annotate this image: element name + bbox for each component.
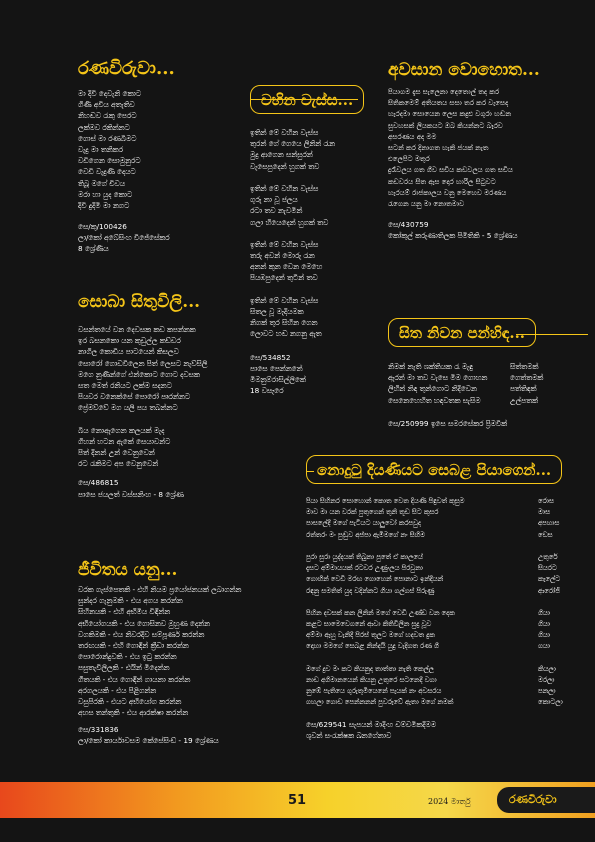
poem-line [306,608,590,619]
poem-grade: 8 ශ්‍රේණිය [78,244,109,254]
poem-line: පිත් දිනන් උන් වෙනුවෙන් [78,448,155,458]
poem-line [306,518,590,529]
poem-author: කෝකුල් කරුණාතිලක පිමිතිකි - 5 ශ්‍රේණය [388,231,518,241]
poem-line [306,686,590,697]
poem-lines [250,127,390,340]
poem-line: වගකිමකි - එය නිවරදිව සම්පූර්ණ කරන්න [78,629,205,639]
line-rhyme: අපහාස [538,519,560,528]
poem-author: ලා/කෝ කාර්යාවසම කේසේසිංඩ් - 19 ශ්‍රේණය [78,736,219,746]
poem-line [306,641,590,652]
line-text: අම්මා ඇහු වැනිදී පිරස් තුලට මගේ හදවත දුක [306,631,435,640]
poem-line: නාගිල කොඩිය පාටයෙන් කිසලව [78,347,179,357]
poem-line: ලොවට හඬ නගනු ඇත [250,329,322,339]
poem-line: මරා හා යුද කොට [78,189,133,199]
poem-line: බිය නොඇගෙන කලයක් මැද [78,425,165,435]
poem-line: සුවහසක් ලියකයට ඔබ කියන්නට බෑරව [388,121,503,130]
poem-line: මගෙ නුණින්ගේ එන්කොට ගොට දවසක [78,369,200,379]
poem-line: තිබූ මගේ චිවය [78,178,125,188]
poem-lines [78,584,278,718]
line-rhyme: පනලා [538,687,556,696]
poem-line: මා දිවි දෙවැනි කොට [78,89,142,98]
poem-ref: සෙ/250999 ඉසෙ සමරසේකර ප්‍රිමවික් [388,418,508,428]
line-rhyme: ඩෙස [538,530,553,539]
poem-line: සුන්දර ගැනුමකි - එය අගය කරන්න [78,596,183,606]
poem-line [78,414,268,425]
line-text: සෙනෙහෙහිත හඳවතක සැසිම [388,395,481,405]
poem-line [388,383,588,394]
poem-line [306,541,590,552]
poem-line: තුරන් ගේ ගෙයෙ ලිනින් රැන [250,139,335,149]
poem-lines [78,88,258,211]
poem-line [306,530,590,541]
line-rhyme: පත්තිඳක් [510,384,537,394]
poem-line [306,675,590,686]
line-text: රඳනු සමතිත් යුද වදින්නට ගියා ගල්ගස් පිරුණු [306,586,435,595]
poem-line [388,372,588,383]
poem-line [306,586,590,597]
line-text [306,597,538,608]
poem-line: වැදු මා තනිකර [78,144,123,154]
line-text: පාසලේදී මගේ පැටියට යාලුවෝ කරපවුද [306,519,421,528]
poem-line: පියඹපුදෙන් තුටින් තව [250,273,318,283]
poem-line: සිතල වූ මෑදියමක [250,307,304,316]
line-text: නුඹේ පැතියෙ ගුරුතුමියෙනේ පැයක් නං අවසරය [306,687,442,696]
poem-2 [78,292,268,500]
poem-line [306,597,590,608]
poem-line: ගීතයකි - එය ගොඳින් ගායනා කරන්න [78,674,191,684]
poem-line: ගොස් මා රණබිමට [78,133,137,143]
line-text: පිහින දවසක් කන ලිනින් මගේ වෙඩි උණ්ඩ වන දෙක [306,608,455,617]
poem-line: නිගක් තුර සිහින ගෙන [250,318,318,328]
poem-author: පාසෙ ජයලත් වස්සනිංහ - 8 ශ්‍රේණ [78,489,184,499]
line-rhyme: ගෙත්තමක් [510,373,544,383]
poem-line: ඉතින් මේ වහින වැස්ස [250,239,319,249]
poem-rows [388,361,588,406]
poem-line [306,496,590,507]
poem-line: සොරෝ ගොඩවිලෙන පිත් ලෙසට නැව්සිලි [78,358,208,368]
poem-title-box [388,318,536,347]
poem-3 [78,560,278,747]
line-rhyme: ගියා [538,631,550,640]
poem-line [306,630,590,641]
poem-line: වෙඩි වැදුණි දෙයට [78,167,136,177]
poem-line: පසුතැවිලිලකි - එයින් මිදෙන්න [78,663,170,673]
poem-line [306,664,590,675]
poem-author: ශුවන් සංරැක්ෂක ඛනගේනාව [306,730,392,740]
line-text: නාඩ අගිමානයෙන් කියනු උතුරෙ සටනෙදී වගා [306,676,437,684]
poem-line: නිහඬව රැකු පෙරට [78,111,137,121]
line-rhyme: උතුරේ [538,552,558,561]
poem-5 [388,60,588,241]
poem-title: සිත නිවන පන්හිඳ... [399,324,526,342]
line-text: ගොහින් වෙඩි මරඟ ගොහෙන් පොනාට ඉන්දීයන් [306,575,444,584]
poem-line: දිවි දුදිමි මා නගට [78,200,130,210]
poem-line: දුරෑවලය ගත ගීව සචිය කඩවලය ගත සචිය [388,166,513,175]
line-rhyme: ගියා [538,620,550,629]
line-rhyme: උල්පතක් [510,395,538,405]
poem-line: රටා තව නැවමින් [250,206,303,216]
line-text: නිමක් නැති ශක්තියක රැ මැඳු [388,362,473,371]
poem-author: පාසෙ පෙන්නනේ [250,363,303,373]
poem-line: ප්‍රේමව්වේ මග යලි පය තබන්නට [78,403,178,413]
poem-line [306,619,590,630]
line-text: ගහලා ගොඩ පෙන්නනන් පුවරුවේ ඇතා මගේ නමක් [306,698,454,707]
poem-line: කඩවරය සිත ඇස දොර හාරිල සිටුවට [388,177,496,186]
poem-ref: සෙ/629541 සැපයන් මාදිංහ චම්චමිකදිමම [306,719,437,729]
poem-line [306,563,590,574]
poem-author: ලා/කෝ අබේසිංහ විජේසේකර [78,233,170,243]
poem-line: ඉතින් මේ වහින වැස්ස [250,295,319,305]
poem-line: පොරොන්දුවකි - එය ඉටු කරන්න [78,652,177,662]
line-text [306,541,538,552]
poem-line: වසුපිරකි - එයට අභියෝග කරන්න [78,696,182,706]
line-text: දැසට අම්මායයක් රටවර උණුංලය පිරවුනා [306,564,423,573]
line-text: පුරා සුරා යුද්දයක් තිබුනා පුතේ ඒ කාලයේ [306,552,423,561]
poem-rows [306,496,590,709]
line-rhyme: මරලා [538,676,555,684]
poem-line: අසරණය අද මම [388,132,437,141]
poem-line: පියවර වනෙක්සේ පොරෝ ප්‍රුරන්නට [78,392,191,402]
line-rhyme: ගියා [538,608,550,617]
poem-author-line2: මිමනුම්රාසිල්ලිකේ [250,374,306,384]
poem-line: ගිහන් හටන ඇකේ සෙයාවන්ට [78,436,171,446]
page-number: 51 [288,793,307,808]
poem-line: ගුරු නා වූ ජලය [250,195,298,205]
poem-line: හැරයම් රාජකාලය වනු මෙහෙව මරණය [388,188,507,197]
poem-line: ඉතින් මේ වහින වැස්ස [250,183,319,193]
poem-line: වැසෙපුදෙන් හුගක් තව [250,161,320,171]
line-rhyme: කොටලා [538,698,563,707]
line-rhyme: මාස [538,508,551,517]
line-text: මාව මා යන වරක් පුතුගෙන් තුනි තූඩ සිට කුසර [306,508,439,517]
poem-line: එලෙපිට මතුර [388,155,430,164]
poem-line [306,653,590,664]
poem-line: ලක්මව රකින්නට [78,122,130,132]
poem-line [306,552,590,563]
poem-line: සටන් කර දිනාගත හැකි ජයක් නැත [388,143,489,152]
brand-tab [497,787,595,813]
poem-line: ඉතින් මේ වහින වැස්ස [250,128,319,137]
poem-line: රට රැකිමට අප වෙනුවෙන් [78,459,159,469]
poem-title: අවසාන වොහොත... [388,60,540,80]
line-rhyme: ගයා [538,642,550,651]
poem-line: වරක ගැස්පෙතකි - එහි නියම ප්‍රයෝජනයක් ලබාගන්න [78,585,242,594]
line-rhyme: කැලේට [538,575,561,584]
poem-ref: සෙ/කු/100426 [78,222,127,232]
poem-line [388,361,588,372]
poem-line: පියාගම දැස සැලෙනා දෙතොල් තද කර [388,88,500,96]
poem-line: තරු අවන් මොරු රැන [250,251,315,261]
poem-line: සිහිනයකි - එහි අභිමිය විඳින්න [78,607,171,617]
poem-title: වහින වැස්ස... [261,91,354,109]
poem-line [306,507,590,518]
line-text: පියා සිහිනර සොහොන් කොත වෙත දියණි පිඳුවත් කුසුම [306,497,465,505]
poem-ref: සෙ/486815 [78,478,119,488]
line-text: රත්තරං මං පුඬුව අප්පා ඇමිමගේ නං සිහිම [306,530,425,539]
poem-line: සිතිකමෙම් අතියතය සසා තර කර වැසෙද [388,99,509,108]
poem-title: රණවිරුවා... [78,58,175,79]
poem-title-box [306,455,562,484]
line-text: කළට සාමෙවෙගනේ ආවා කිතිවිලින සුදු වූව [306,620,432,629]
poem-line [388,395,588,406]
poem-ref: සෙ/534852 [250,352,291,362]
brand-logo-text: රණවිරුවා [509,793,557,806]
poem-line: සත මෙත් රනියට ලක්ම සදනට [78,380,172,390]
poem-line [306,574,590,585]
issue-date: 2024 මාර්තු [428,797,471,806]
poem-line: අරගලයකි - එය පිළිගන්න [78,685,157,695]
poem-line [250,284,390,295]
line-text [306,653,538,664]
poem-line: තරඟයකි - එහි ගොඳින් ක්‍රීඩා කරන්න [78,640,189,650]
line-rhyme: රොස [538,497,554,505]
poem-1 [78,58,258,255]
poem-7 [306,455,590,741]
poem-line: අභියෝගයකි - එය ගොසිනව මුහුණ දෙන්න [78,618,210,628]
poem-line [250,172,390,183]
poem-line: වසන්තයේ වන දෙවසක කඩ කපන්නක [78,325,196,334]
poem-4 [250,85,390,396]
poem-lines [388,87,588,210]
line-text: ලිහින් නිඳ තුන්ගොට නිදිවෙන [388,384,477,394]
poem-line [250,228,390,239]
poem-line: මුදු ආගෙන සන්සුරන් [250,150,313,160]
poem-line: හැරදමා සොයෙන ලෙස කදුළු වගුරා හඬන [388,110,512,119]
line-rhyme: සියරට [538,564,557,573]
poem-line: අහස තන්තුකි - එය ආරක්ෂා කරන්න [78,708,189,718]
poem-title-box [250,85,364,114]
line-text: දොහා මමගේ සෙබළ නින්දයි යුදු වැදිගත රණ ගී [306,642,439,651]
poem-line: ඉර බසනකො යන කුඩුල්ල කඩ්ඩර [78,336,181,346]
poem-line: අනන් කුන වෙන මෙහෙ [250,262,323,272]
poem-lines [78,324,268,469]
poem-line [306,697,590,708]
line-rhyme: කියලා [538,664,556,673]
poem-line: වඩිගෙන සොමුනුරට [78,156,141,166]
poem-title: නොදුටු දියණියට සෙබළ පියාගෙන්... [317,461,552,479]
poem-title: සොබා සිතුවිලි... [78,292,201,312]
poem-grade: 18 වසෑරෙ [250,386,284,396]
line-rhyme: සිත්තමක් [510,362,539,371]
line-text: ඇරන් මා තව වැසෙ මිම ගොහන [388,373,488,383]
poem-6 [388,318,588,429]
line-text: මගේ දුව මං කට කියනුද තාත්තා නැති කෙල්ල [306,664,434,673]
poem-line: ගිණි අවිය අතැතිව [78,100,135,110]
line-rhyme: ආරෝජි [538,586,560,595]
poem-title: ජීවිතය යනු... [78,560,178,580]
poem-ref: සෙ/331836 [78,725,119,735]
poem-line: ගලා හියෙදෙන් හුගක් තව [250,217,329,227]
poem-ref: සෙ/430759 [388,220,429,230]
poem-line: රැගෙන යනු මා නොතමාව [388,199,465,208]
